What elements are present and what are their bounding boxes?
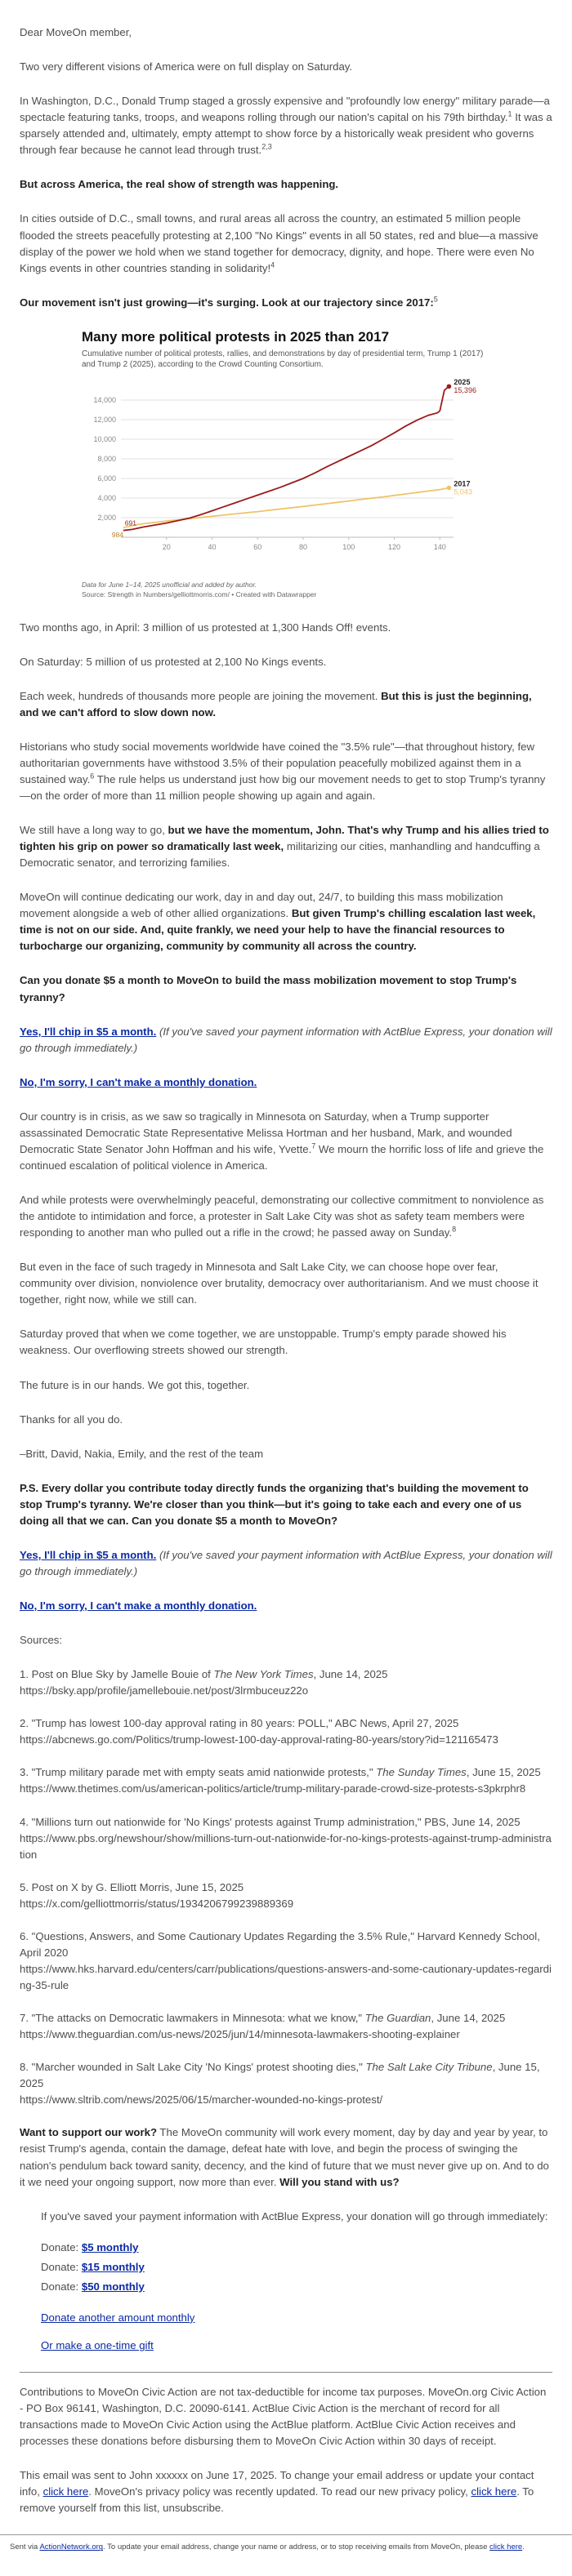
yes-donate-block-2	[20, 1547, 552, 1580]
thanks-paragraph: Thanks for all you do.	[20, 1413, 123, 1426]
source-item: 8. "Marcher wounded in Salt Lake City 'No Kings' protest shooting dies," The Salt Lake City Tribune, June 15, 2025 https://www.sltrib.com/news/2025/06/15/marcher-wounded-no-kings-protest/	[20, 2061, 540, 2107]
growth-paragraph: Each week, hundreds of thousands more people are joining the movement. But this is just the beginning, and we can't afford to slow down now.	[20, 689, 532, 719]
intro-paragraph: Two very different visions of America were on full display on Saturday.	[20, 60, 353, 73]
yes-donate-note: (If you've saved your payment information with ActBlue Express, your donation will go through immediately.)	[20, 1025, 552, 1054]
trajectory-heading: Our movement isn't just growing—it's surging. Look at our trajectory since 2017:$^5$	[20, 295, 438, 309]
one-time-row	[41, 2338, 552, 2354]
footnote-ref: 4	[270, 260, 275, 269]
no-donate-block	[20, 1074, 552, 1091]
support-paragraph: Want to support our work? The MoveOn community will work every moment, day by day and year by year, to resist Trump's agenda, contain the damage, defeat hate with love, and begin the process of swinging the nation's pendulum back toward sanity, decency, and the kind of future that we must never give up on. And to do it we need your ongoing support, now more than ever. Will you stand with us?	[20, 2126, 549, 2188]
postscript: P.S. Every dollar you contribute today directly funds the organizing that's building the movement to stop Trump's tyranny. We're closer than you think—but it's going to take each and every one of us doing all that we can. Can you donate $5 a month to MoveOn?	[20, 1481, 529, 1527]
footnote-ref: 5	[433, 295, 438, 304]
future-paragraph: The future is in our hands. We got this, together.	[20, 1378, 250, 1391]
hope-paragraph: But even in the face of such tragedy in Minnesota and Salt Lake City, we can choose hope over fear, community over division, nonviolence over brutality, democracy over authoritarianism. And we must choose it together, right now, while we still can.	[20, 1261, 538, 1306]
x-tick-label: 60	[253, 542, 262, 551]
donate-15-monthly-link[interactable]: $15 monthly	[81, 2260, 145, 2273]
y-tick-label: 6,000	[97, 474, 116, 483]
legal-text: Contributions to MoveOn Civic Action are not tax-deductible for income tax purposes. MoveOn.org Civic Action - PO Box 96141, Washington, D.C. 20090-6141. ActBlue Civic Action is the merchant of record for all transactions made to MoveOn Civic Action using the ActBlue platform. ActBlue Civic Action receives and processes these donations before disbursing them to MoveOn Civic Action within 30 days of receipt.	[20, 2386, 547, 2448]
footnote-ref: 7	[311, 1141, 316, 1150]
y-tick-label: 12,000	[93, 415, 116, 424]
update-contact-link[interactable]: click here	[42, 2485, 89, 2498]
privacy-policy-link[interactable]: click here	[471, 2485, 517, 2498]
source-item: 2. "Trump has lowest 100-day approval rating in 80 years: POLL," ABC News, April 27, 2025 https://abcnews.go.com/Politics/trump-lowest-100-day-approval-rating-80-years/story?id=121165473	[20, 1717, 498, 1746]
x-tick-label: 20	[162, 542, 171, 551]
source-url: https://www.pbs.org/newshour/show/millions-turn-out-nationwide-for-no-kings-protests-against-trump-administration	[20, 1831, 552, 1861]
momentum-paragraph: We still have a long way to go, but we have the momentum, John. That's why Trump and his allies tried to tighten his grip on power so dramatically last week, militarizing our cities, manhandling and handcuffing a Democratic senator, and terrorizing families.	[20, 824, 549, 870]
source-url: https://abcnews.go.com/Politics/trump-lowest-100-day-approval-rating-80-years/story?id=121165473	[20, 1733, 498, 1746]
series-name-label: 2017	[454, 479, 471, 488]
footnote-ref: 6	[90, 772, 95, 781]
series-end-point-2017	[447, 485, 452, 490]
x-tick-label: 140	[433, 542, 446, 551]
salt-lake-paragraph: And while protests were overwhelmingly peaceful, demonstrating our collective commitment to nonviolence as the antidote to intimidation and force, a protester in Salt Lake City was shot as safety team members were responding to another man who pulled out a rifle in the crowd; he passed away on Sunday.$^8$	[20, 1194, 544, 1239]
y-tick-label: 10,000	[93, 434, 116, 443]
source-url: https://x.com/gelliottmorris/status/1934206799239889369	[20, 1897, 294, 1910]
source-url: https://www.hks.harvard.edu/centers/carr/publications/questions-answers-and-some-cautionary-updates-regarding-35-rule	[20, 1962, 552, 1992]
chart-subtitle: Cumulative number of political protests, rallies, and demonstrations by day of presidential term, Trump 1 (2017) and Trump 2 (2025), according to the Crowd Counting Consortium.	[82, 349, 484, 370]
source-url: https://www.theguardian.com/us-news/2025/jun/14/minnesota-lawmakers-shooting-explainer	[20, 2028, 460, 2041]
series-end-point-2025	[447, 384, 452, 389]
source-item: 1. Post on Blue Sky by Jamelle Bouie of The New York Times, June 14, 2025 https://bsky.app/profile/jamellebouie.net/post/3lrmbuceuz22o	[20, 1668, 388, 1697]
april-paragraph: Two months ago, in April: 3 million of us protested at 1,300 Hands Off! events.	[20, 621, 391, 634]
no-donate-link[interactable]: No, I'm sorry, I can't make a monthly donation.	[20, 1075, 257, 1088]
start-label-2025: 691	[124, 518, 136, 527]
yes-donate-link[interactable]: Yes, I'll chip in $5 a month.	[20, 1025, 157, 1038]
chart-plot	[82, 374, 490, 578]
donate-row: Donate: $15 monthly	[41, 2260, 145, 2273]
signature: –Britt, David, Nakia, Emily, and the rest of the team	[20, 1447, 264, 1460]
moveon-paragraph: MoveOn will continue dedicating our work, day in and day out, 24/7, to building this mass mobilization movement alongside a web of other allied organizations. But given Trump's chilling escalation last week, time is not on our side. And, quite frankly, we need your help to have the financial resources to turbocharge our organizing, community by community all across the country.	[20, 891, 536, 953]
footnote-ref: 1	[507, 109, 512, 118]
x-tick-label: 120	[388, 542, 401, 551]
series-end-value-label: 5,043	[454, 487, 472, 496]
no-donate-link-2[interactable]: No, I'm sorry, I can't make a monthly donation.	[20, 1599, 257, 1613]
yes-donate-note-2: (If you've saved your payment information with ActBlue Express, your donation will go through immediately.)	[20, 1548, 552, 1577]
no-donate-block-2	[20, 1598, 552, 1614]
y-tick-label: 14,000	[93, 395, 116, 404]
greeting: Dear MoveOn member,	[20, 26, 132, 38]
saturday-paragraph: On Saturday: 5 million of us protested at 2,100 No Kings events.	[20, 655, 327, 668]
chart-title: Many more political protests in 2025 than 2017	[82, 328, 390, 345]
email-note: This email was sent to John xxxxxx on June 17, 2025. To change your email address or update your contact info, click here. MoveOn's privacy policy was recently updated. To read our new privacy policy, click here. To remove yourself from this list, unsubscribe.	[20, 2469, 534, 2515]
donate-5-monthly-link[interactable]: $5 monthly	[81, 2240, 139, 2253]
footnote-ref: 2,3	[261, 142, 272, 151]
unstoppable-paragraph: Saturday proved that when we come together, we are unstoppable. Trump's empty parade showed his weakness. Our overflowing streets showed our strength.	[20, 1328, 507, 1357]
y-tick-label: 8,000	[97, 454, 116, 463]
x-tick-label: 80	[299, 542, 308, 551]
source-item: 4. "Millions turn out nationwide for 'No Kings' protests against Trump administration," PBS, June 14, 2025 https://www.pbs.org/newshour/show/millions-turn-out-nationwide-for-no-kings-protests-against-trump-administration	[20, 1815, 552, 1861]
crisis-paragraph: Our country is in crisis, as we saw so tragically in Minnesota on Saturday, when a Trump supporter assassinated Democratic State Representative Melissa Hortman and her husband, Mark, and wounded Democratic State Senator John Hoffman and his wife, Yvette.$^7$ We mourn the horrific loss of life and grieve the continued escalation of political violence in America.	[20, 1110, 544, 1172]
series-name-label: 2025	[454, 377, 471, 386]
series-end-value-label: 15,396	[454, 385, 476, 394]
one-time-gift-link[interactable]: Or make a one-time gift	[41, 2338, 154, 2351]
source-item: 7. "The attacks on Democratic lawmakers in Minnesota: what we know," The Guardian, June 14, 2025 https://www.theguardian.com/us-news/2025/jun/14/minnesota-lawmakers-shooting-explainer	[20, 2012, 506, 2041]
parade-paragraph: In Washington, D.C., Donald Trump staged a grossly expensive and "profoundly low energy" military parade—a spectacle featuring tanks, troops, and weapons rolling through our nation's capital on his 79th birthday.$^1$ It was a sparsely attended and, ultimately, empty attempt to show force by a historically weak president who governs through fear because he cannot lead through trust.$^{2,3}$	[20, 95, 552, 157]
y-tick-label: 4,000	[97, 493, 116, 502]
y-tick-label: 2,000	[97, 513, 116, 522]
footer-click-here-link[interactable]: click here	[489, 2543, 523, 2552]
protests-paragraph: In cities outside of D.C., small towns, and rural areas all across the country, an estimated 5 million people flooded the streets peacefully protesting at 2,100 "No Kings" events in all 50 states, red and blue—a massive display of the power we hold when we stand together for democracy, dignity, and hope. There were even No Kings events in other countries standing in solidarity!$^4$	[20, 212, 538, 274]
source-url: https://bsky.app/profile/jamellebouie.net/post/3lrmbuceuz22o	[20, 1684, 309, 1697]
strength-heading: But across America, the real show of strength was happening.	[20, 178, 339, 191]
donate-intro: If you've saved your payment information with ActBlue Express, your donation will go through immediately:	[41, 2209, 548, 2222]
sources-label: Sources:	[20, 1634, 63, 1647]
donate-another-amount-link[interactable]: Donate another amount monthly	[41, 2311, 195, 2324]
donate-another-row	[41, 2310, 552, 2326]
footer: Sent via ActionNetwork.org. To update your email address, change your name or address, or to stop receiving emails from MoveOn, please click here.	[0, 2534, 572, 2560]
donate-row: Donate: $50 monthly	[41, 2280, 145, 2293]
x-tick-label: 100	[342, 542, 355, 551]
yes-donate-block	[20, 1024, 552, 1057]
chart-note: Data for June 1–14, 2025 unofficial and added by author. Source: Strength in Numbers/gelliottmorris.com/ • Created with Datawrapper	[82, 580, 317, 598]
x-tick-label: 40	[208, 542, 217, 551]
source-item: 3. "Trump military parade met with empty seats amid nationwide protests," The Sunday Times, June 15, 2025 https://www.thetimes.com/us/american-politics/article/trump-military-parade-crowd-size-protests-s3pkrphr8	[20, 1766, 541, 1795]
divider	[20, 2372, 552, 2373]
protest-chart	[82, 329, 490, 600]
action-network-link[interactable]: ActionNetwork.org	[39, 2543, 104, 2552]
footnote-ref: 8	[452, 1225, 457, 1234]
rule-paragraph: Historians who study social movements worldwide have coined the "3.5% rule"—that throughout history, few authoritarian governments have withstood 3.5% of their population peacefully mobilized against them in a sustained way.$^6$ The rule helps us understand just how big our movement needs to get to stop Trump's tyranny—on the order of more than 11 million people showing up again and again.	[20, 740, 546, 802]
start-label-2017: 984	[111, 530, 123, 539]
source-item: 5. Post on X by G. Elliott Morris, June 15, 2025 https://x.com/gelliottmorris/status/1934206799239889369	[20, 1880, 294, 1910]
source-url: https://www.sltrib.com/news/2025/06/15/marcher-wounded-no-kings-protest/	[20, 2093, 383, 2107]
sources-list	[20, 1666, 552, 2108]
source-item: 6. "Questions, Answers, and Some Cautionary Updates Regarding the 3.5% Rule," Harvard Kennedy School, April 2020 https://www.hks.harvard.edu/centers/carr/publications/questions-answers-and-some-cautionary-updates-regarding-35-rule	[20, 1929, 552, 1992]
yes-donate-link-2[interactable]: Yes, I'll chip in $5 a month.	[20, 1548, 157, 1561]
donate-50-monthly-link[interactable]: $50 monthly	[81, 2280, 145, 2293]
donate-box	[41, 2209, 552, 2354]
source-url: https://www.thetimes.com/us/american-politics/article/trump-military-parade-crowd-size-protests-s3pkrphr8	[20, 1782, 526, 1795]
donate-ask: Can you donate $5 a month to MoveOn to build the mass mobilization movement to stop Trump's tyranny?	[20, 974, 517, 1003]
donate-row: Donate: $5 monthly	[41, 2240, 139, 2253]
